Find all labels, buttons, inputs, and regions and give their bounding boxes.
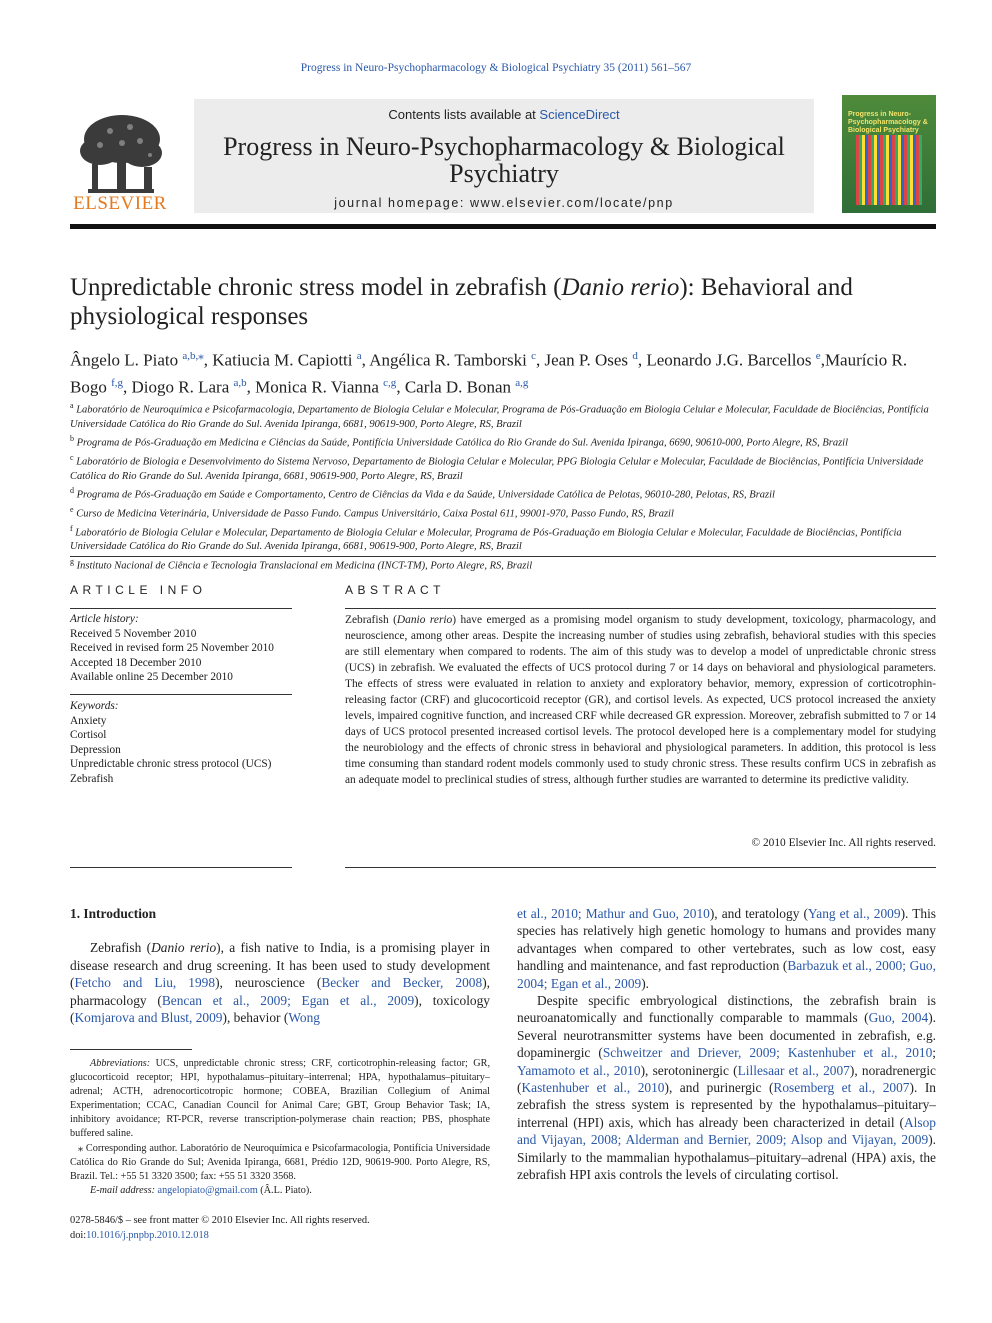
sciencedirect-link[interactable]: ScienceDirect	[539, 107, 620, 122]
author-affiliation-marker[interactable]: c	[531, 350, 536, 362]
affiliation: $^e$ Curso de Medicina Veterinária, Universidade de Passo Fundo. Campus Universitário, Caixa Postal 611, 99001-970, Passo Fundo, RS, Brazil	[70, 504, 674, 520]
corresponding-author-footnote: ⁎ Corresponding author. Laboratório de Neuroquímica e Psicofarmacologia, Pontifícia Universidade Católica do Rio Grande do Sul; Avenida Ipiranga, 6681, Prédio 12D, 90619-900. Porto Alegre, RS, Brazil. Tel.: +55 51 3320 3500; fax: +55 51 3320 3568.	[70, 1142, 490, 1182]
issn-block	[70, 1213, 490, 1243]
info-rule-mid	[70, 694, 292, 695]
author-affiliation-marker[interactable]: c,g	[383, 376, 397, 389]
author-affiliation-marker[interactable]: a	[356, 350, 362, 362]
section-heading-introduction: 1. Introduction	[70, 906, 157, 921]
citation-link[interactable]: et al., 2010; Mathur and Guo, 2010	[517, 906, 710, 921]
citation-link[interactable]: Bencan et al., 2009; Egan et al., 2009	[161, 992, 415, 1008]
article-info-heading: ARTICLE INFO	[70, 583, 207, 597]
citation-link[interactable]: Alsop and Vijayan, 2008; Alderman and Bernier, 2009; Alsop and Vijayan, 2009	[517, 1114, 936, 1148]
info-rule-top	[70, 608, 292, 609]
keywords-block	[70, 699, 292, 786]
author-list: Ângelo L. Piato $^{a,b,⁎}$, Katiucia M. Capiotti $^a$, Angélica R. Tamborski $^c$, Jean P. Oses $^d$, Leonardo J.G. Barcellos $^e$,Maurício R. Bogo $^{f,g}$, Diogo R. Lara $^{a,b}$, Monica R. Vianna $^{c,g}$, Carla D. Bonan $^{a,g}$	[70, 350, 908, 397]
keyword: Depression	[70, 743, 121, 756]
author-affiliation-marker[interactable]: d	[632, 350, 638, 362]
author-name: Monica R. Vianna	[255, 377, 379, 397]
affiliation: $^g$ Instituto Nacional de Ciência e Tecnologia Translacional em Medicina (INCT-TM), Porto Alegre, RS, Brazil	[70, 556, 533, 572]
abstract-rule-top	[345, 608, 936, 609]
citation-link[interactable]: Becker and Becker, 2008	[321, 975, 483, 991]
author-name: Diogo R. Lara	[131, 377, 230, 397]
author-name: Katiucia M. Capiotti	[212, 350, 353, 370]
author-affiliation-marker[interactable]: a,b,⁎	[182, 350, 204, 362]
header-rule	[70, 224, 936, 229]
citation-link[interactable]: Wong	[288, 1010, 320, 1026]
email-link[interactable]: angelopiato@gmail.com	[157, 1184, 258, 1196]
contents-line	[194, 107, 814, 122]
contents-prefix: Contents lists available at	[388, 107, 536, 122]
affiliation: $^f$ Laboratório de Biologia Celular e Molecular, Departamento de Biologia Celular e Molecular, Programa de Pós-Graduação em Biologia Celular e Molecular, Faculdade de Biociências, Pontifícia Universidade Católica do Rio Grande do Sul. Avenida Ipiranga, 6681, 90619-900, Porto Alegre, RS, Brazil	[70, 523, 902, 553]
doi-line: doi:10.1016/j.pnpbp.2010.12.018	[70, 1230, 209, 1241]
article-title: Unpredictable chronic stress model in zebrafish (Danio rerio): Behavioral and physiological responses	[70, 274, 853, 330]
info-rule-bottom	[70, 867, 292, 868]
history-entry: Received 5 November 2010	[70, 627, 197, 640]
footnote-rule	[70, 1049, 192, 1050]
affiliation: $^b$ Programa de Pós-Graduação em Medicina e Ciências da Saúde, Pontifícia Universidade Católica do Rio Grande do Sul. Avenida Ipiranga, 6690, 90610-000, Porto Alegre, RS, Brazil	[70, 434, 848, 449]
citation-link[interactable]: Fetcho and Liu, 1998	[74, 975, 216, 991]
cover-graphic	[856, 135, 922, 205]
history-entry: Available online 25 December 2010	[70, 671, 233, 683]
intro-paragraph-2: Despite specific embryological distinctions, the zebrafish brain is neuroanatomically and functionally comparable to mammals (Guo, 2004). Several neurotransmitter systems have been documented in zebrafish, e.g. dopaminergic (Schweitzer and Driever, 2009; Kastenhuber et al., 2010; Yamamoto et al., 2010), serotoninergic (Lillesaar et al., 2007), noradrenergic (Kastenhuber et al., 2010), and purinergic (Rosemberg et al., 2007). In zebrafish the stress system is represented by the hypothalamus–pituitary–interrenal (HPI) axis, which has already been characterized in detail (Alsop and Vijayan, 2008; Alderman and Bernier, 2009; Alsop and Vijayan, 2009). Similarly to the mammalian hypothalamus–pituitary–adrenal (HPA) axis, the zebrafish HPI axis controls the levels of circulating cortisol.	[517, 993, 937, 1183]
citation-link[interactable]: Barbazuk et al., 2000; Guo, 2004; Egan et al., 2009	[517, 958, 936, 991]
affiliations	[70, 399, 936, 573]
journal-reference[interactable]: Progress in Neuro-Psychopharmacology & Biological Psychiatry 35 (2011) 561–567	[300, 62, 692, 74]
keyword: Unpredictable chronic stress protocol (UCS)	[70, 758, 272, 770]
author-name: Ângelo L. Piato	[70, 350, 179, 370]
author-name: Carla D. Bonan	[404, 377, 512, 397]
history-entry: Accepted 18 December 2010	[70, 656, 202, 669]
abstract-rule-bottom	[345, 867, 936, 868]
keyword: Zebrafish	[70, 772, 114, 785]
journal-cover-image	[842, 95, 936, 213]
history-entry: Received in revised form 25 November 2010	[70, 642, 274, 654]
journal-title: Progress in Neuro-Psychopharmacology & Biological Psychiatry	[223, 132, 785, 188]
intro-paragraph-1-continued: et al., 2010; Mathur and Guo, 2010), and teratology (Yang et al., 2009). This species has relatively high genetic homology to humans and provides many advantages when compared to other vertebrates, such as low cost, easy handling and maintenance, and fast reproduction (Barbazuk et al., 2000; Guo, 2004; Egan et al., 2009).	[517, 906, 937, 991]
right-column	[517, 905, 936, 1184]
journal-homepage[interactable]: journal homepage: www.elsevier.com/locate/pnp	[334, 196, 674, 210]
citation-link[interactable]: Yang et al., 2009	[807, 906, 901, 921]
author-affiliation-marker[interactable]: a,b	[233, 376, 247, 389]
citation-link[interactable]: Komjarova and Blust, 2009	[74, 1010, 223, 1026]
author-affiliation-marker[interactable]: a,g	[515, 376, 529, 389]
affiliation: $^c$ Laboratório de Biologia e Desenvolvimento do Sistema Nervoso, Departamento de Biologia Celular e Molecular, PPG Biologia Celular e Molecular, Faculdade de Biociências, Pontifícia Universidade Católica do Rio Grande do Sul. Avenida Ipiranga, 6681, 90619-900, Porto Alegre, RS, Brazil	[70, 452, 924, 482]
author-name: Leonardo J.G. Barcellos	[646, 350, 812, 370]
keywords-label: Keywords:	[70, 700, 119, 712]
author-name: Maurício R. Bogo	[70, 350, 908, 397]
citation-link[interactable]: Rosemberg et al., 2007	[773, 1080, 910, 1096]
author-name: Jean P. Oses	[544, 350, 629, 370]
keyword: Anxiety	[70, 714, 107, 727]
abbreviations-footnote: Abbreviations: UCS, unpredictable chronic stress; CRF, corticotrophin-releasing factor; GR, glucocorticoid receptor; HPI, hypothalamus–pituitary–interrenal; HPA, hypothalamus–pituitary–adrenal; ACTH, adrenocorticotropic hormone; COBEA, Brazilian Collegium of Animal Experimentation; CCAC, Canadian Council for Animal Care; GBT, Group Behavior Task; IA, inhibitory avoidance; RT-PCR, reverse transcription-polymerase chain reaction; PBS, phosphate buffered saline.	[70, 1058, 490, 1140]
author-name: Angélica R. Tamborski	[369, 350, 527, 370]
publisher-name: ELSEVIER	[73, 193, 167, 214]
journal-banner	[70, 95, 936, 217]
affiliation-divider	[70, 556, 936, 557]
abstract-copyright: © 2010 Elsevier Inc. All rights reserved.	[751, 837, 936, 849]
citation-link[interactable]: Yamamoto et al., 2010	[517, 1062, 641, 1078]
citation-link[interactable]: Schweitzer and Driever, 2009; Kastenhuber et al., 2010	[602, 1045, 933, 1061]
citation-link[interactable]: Guo, 2004	[868, 1010, 929, 1026]
affiliation: $^a$ Laboratório de Neuroquímica e Psicofarmacologia, Departamento de Biologia Celular e Molecular, Programa de Pós-Graduação em Biologia Celular e Molecular, Faculdade de Biociências, Pontifícia Universidade Católica do Rio Grande do Sul. Avenida Ipiranga, 6681, 90619-900, Porto Alegre, RS, Brazil	[70, 401, 929, 430]
front-matter-line: 0278-5846/$ – see front matter © 2010 Elsevier Inc. All rights reserved.	[70, 1215, 370, 1226]
history-label: Article history:	[70, 613, 139, 625]
citation-link[interactable]: Lillesaar et al., 2007	[737, 1062, 850, 1078]
intro-paragraph-1: Zebrafish (Danio rerio), a fish native to India, is a promising player in disease research and drug screening. It has been used to study development (Fetcho and Liu, 1998), neuroscience (Becker and Becker, 2008), pharmacology (Bencan et al., 2009; Egan et al., 2009), toxicology (Komjarova and Blust, 2009), behavior (Wong	[70, 940, 491, 1026]
email-footnote: E-mail address: angelopiato@gmail.com (Â.L. Piato).	[90, 1184, 312, 1196]
citation-link[interactable]: Kastenhuber et al., 2010	[521, 1080, 665, 1096]
article-history	[70, 612, 292, 685]
keyword: Cortisol	[70, 729, 107, 741]
left-column	[70, 905, 490, 1026]
author-affiliation-marker[interactable]: f,g	[111, 376, 124, 389]
doi-link[interactable]: 10.1016/j.pnpbp.2010.12.018	[86, 1230, 209, 1241]
abstract-text: Zebrafish (Danio rerio) have emerged as a promising model organism to study development, toxicology, pharmacology, and neuroscience, among other areas. Despite the increasing number of studies using zebrafish, behavioral studies with this species are still elementary when compared to rodents. The aim of this study was to develop a model of unpredictable chronic stress (UCS) in zebrafish. We evaluated the effects of UCS protocol during 7 or 14 days on behavioral and physiological parameters. The effects of stress were evaluated in relation to anxiety and exploratory behavior, memory, expression of corticotrophin-releasing factor (CRF) and glucocorticoid receptor (GR), and cortisol levels. As expected, UCS protocol increased the anxiety levels, impaired cognitive function, and increased CRF while decreased GR expression. Moreover, zebrafish submitted to 7 or 14 days of UCS protocol presented increased cortisol levels. The protocol developed here is a complementary model for studying the neurobiology and the effects of chronic stress in behavioral and physiological parameters. In addition, this protocol is less time consuming than standard rodent models commonly used to study chronic stress. These results confirm UCS in zebrafish as an adequate model to preclinical studies of stress, although further studies are warranted to determine its predictive validity.	[345, 614, 936, 786]
abstract-heading: ABSTRACT	[345, 583, 446, 597]
affiliation: $^d$ Programa de Pós-Graduação em Saúde e Comportamento, Centro de Ciências da Vida e da Saúde, Universidade Católica de Pelotas, 96010-280, Pelotas, RS, Brazil	[70, 485, 775, 501]
author-affiliation-marker[interactable]: e	[815, 350, 821, 362]
footnotes	[70, 1057, 490, 1198]
masthead	[194, 99, 814, 213]
cover-title: Progress in Neuro-Psychopharmacology & Biological Psychiatry	[848, 111, 928, 134]
